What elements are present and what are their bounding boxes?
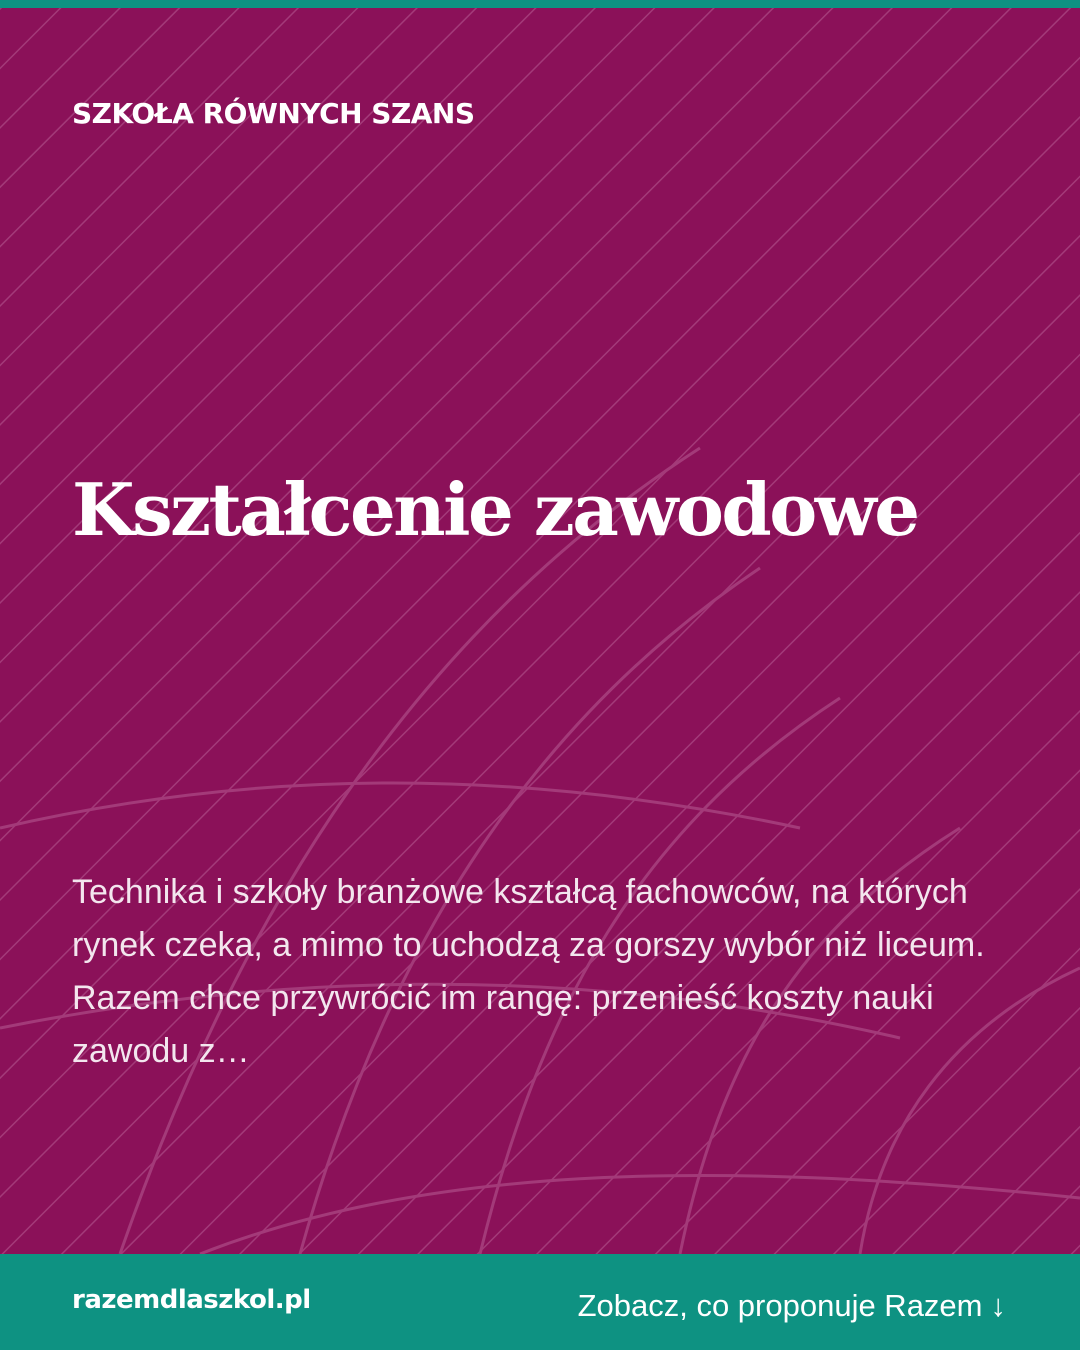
cta-label: Zobacz, co proponuje Razem <box>577 1288 983 1323</box>
footer-bar <box>0 1254 1080 1350</box>
see-proposals-link[interactable] <box>578 1286 1006 1326</box>
page-title: Kształcenie zawodowe <box>72 467 918 552</box>
arrow-down-icon: ↓ <box>990 1288 1006 1323</box>
lead-paragraph: Technika i szkoły branżowe kształcą fachowców, na których rynek czeka, a mimo to uchodzą za gorszy wybór niż liceum. Razem chce przywrócić im rangę: przenieść koszty nauki zawodu z… <box>72 873 985 1070</box>
section-eyebrow: SZKOŁA RÓWNYCH SZANS <box>72 97 475 130</box>
top-accent-strip <box>0 0 1080 8</box>
site-link[interactable]: razemdlaszkol.pl <box>72 1285 311 1315</box>
